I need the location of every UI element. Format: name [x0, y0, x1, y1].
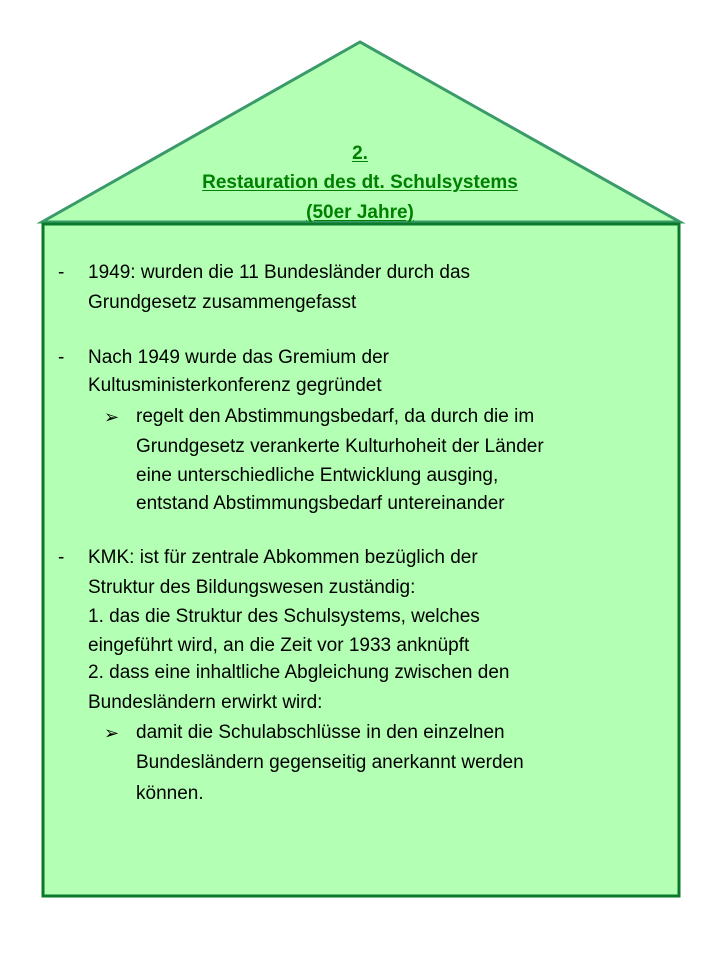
item-3-line-6: Bundesländern erwirkt wird: [88, 692, 323, 713]
item-2-sub-line-4: entstand Abstimmungsbedarf untereinander [136, 493, 505, 514]
item-1-line-2: Grundgesetz zusammengefasst [88, 292, 357, 313]
section-period: (50er Jahre) [306, 202, 414, 223]
section-number: 2. [352, 143, 368, 164]
item-2-sub-line-3: eine unterschiedliche Entwicklung ausging, [136, 465, 499, 486]
item-3-line-1: KMK: ist für zentrale Abkommen bezüglich der [88, 547, 478, 568]
item-3-line-5: 2. dass eine inhaltliche Abgleichung zwischen den [88, 662, 510, 683]
item-2-sub-line-1: regelt den Abstimmungsbedarf, da durch die im [136, 406, 535, 427]
item-3-line-3: 1. das die Struktur des Schulsystems, welches [88, 606, 480, 627]
item-3-sub-line-1: damit die Schulabschlüsse in den einzelnen [136, 722, 505, 743]
item-2-line-1: Nach 1949 wurde das Gremium der [88, 347, 389, 368]
section-heading: Restauration des dt. Schulsystems [202, 172, 518, 193]
item-3-line-4: eingeführt wird, an die Zeit vor 1933 anknüpft [88, 635, 470, 656]
arrow-icon: ➢ [104, 723, 120, 743]
dash-marker: - [58, 547, 65, 568]
item-3-sub-line-2: Bundesländern gegenseitig anerkannt werden [136, 752, 524, 773]
dash-marker: - [58, 262, 65, 283]
dash-marker: - [58, 347, 65, 368]
arrow-icon: ➢ [104, 407, 120, 427]
item-1-line-1: 1949: wurden die 11 Bundesländer durch das [88, 262, 471, 283]
item-3-line-2: Struktur des Bildungswesen zuständig: [88, 577, 416, 598]
item-3-sub-line-3: können. [136, 783, 204, 804]
item-2-line-2: Kultusministerkonferenz gegründet [88, 375, 382, 396]
item-2-sub-line-2: Grundgesetz verankerte Kulturhoheit der Länder [136, 436, 544, 457]
